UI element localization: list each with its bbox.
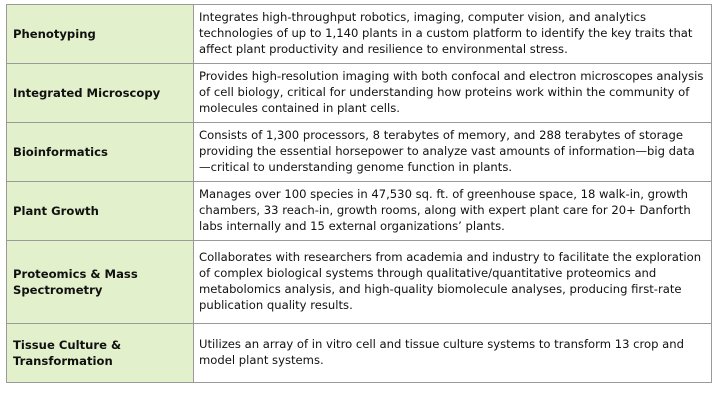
row-label: Phenotyping [7, 5, 194, 64]
row-description: Collaborates with researchers from academia and industry to facilitate the exploration of complex biological systems through qualitative/quantitative proteomics and metabolomics analysis, and high-quality biomolecule analyses, producing first-rate publication quality results. [194, 241, 712, 324]
row-description: Utilizes an array of in vitro cell and tissue culture systems to transform 13 crop and model plant systems. [194, 324, 712, 383]
row-label: Bioinformatics [7, 123, 194, 182]
table-row [7, 182, 712, 241]
row-description: Consists of 1,300 processors, 8 terabytes of memory, and 288 terabytes of storage providing the essential horsepower to analyze vast amounts of information—big data—critical to understanding genome function in plants. [194, 123, 712, 182]
row-description: Provides high-resolution imaging with both confocal and electron microscopes analysis of cell biology, critical for understanding how proteins work within the community of molecules contained in plant cells. [194, 64, 712, 123]
row-label: Tissue Culture & Transformation [7, 324, 194, 383]
row-label: Plant Growth [7, 182, 194, 241]
table-row [7, 241, 712, 324]
table-row [7, 324, 712, 383]
row-description: Integrates high-throughput robotics, imaging, computer vision, and analytics technologies of up to 1,140 plants in a custom platform to identify the key traits that affect plant productivity and resilience to environmental stress. [194, 5, 712, 64]
table-row [7, 64, 712, 123]
table-row [7, 5, 712, 64]
row-label: Integrated Microscopy [7, 64, 194, 123]
table-row [7, 123, 712, 182]
row-description: Manages over 100 species in 47,530 sq. ft. of greenhouse space, 18 walk-in, growth chambers, 33 reach-in, growth rooms, along with expert plant care for 20+ Danforth labs internally and 15 external organizations’ plants. [194, 182, 712, 241]
facilities-table [6, 4, 712, 383]
row-label: Proteomics & Mass Spectrometry [7, 241, 194, 324]
